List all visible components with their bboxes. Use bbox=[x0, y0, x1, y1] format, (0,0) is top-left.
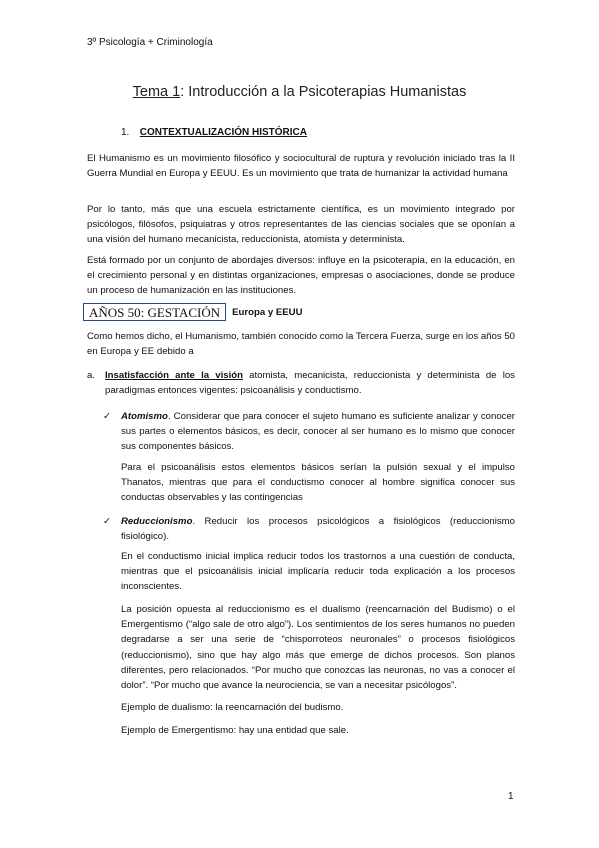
section-label: CONTEXTUALIZACIÓN HISTÓRICA bbox=[139, 127, 307, 138]
atomism-note: Para el psicoanálisis estos elementos básicos serían la pulsión sexual y el impulso Thanatos, mientras que para el conductismo conocer al hombre significa conocer sus conductas observables y las contingencias bbox=[121, 462, 515, 504]
dualism-example: Ejemplo de dualismo: la reencarnación del budismo. bbox=[121, 702, 344, 713]
era-region: Europa y EEUU bbox=[232, 307, 303, 318]
era-heading bbox=[83, 303, 303, 322]
reductionism-note-behaviorism: En el conductismo inicial implica reducir todos los trastornos a una cuestión de conducta, mientras que el psicoanálisis inicial implicaría reducir toda explicación a los procesos inconscientes. bbox=[121, 551, 515, 593]
bullet-atomism-body bbox=[121, 409, 515, 455]
bullet-reductionism-lead: Reduccionismo bbox=[121, 516, 193, 527]
list-item-a-lead: Insatisfacción ante la visión bbox=[105, 370, 243, 381]
era-boxed-label: AÑOS 50: GESTACIÓN bbox=[83, 303, 226, 321]
paragraph-approaches: Está formado por un conjunto de abordajes diversos: influye en la psicoterapia, en la educación, en el crecimiento personal y en distintas organizaciones, empresas o asociaciones, donde se produce un proceso de humanización en las instituciones. bbox=[87, 255, 515, 297]
page-number: 1 bbox=[508, 791, 514, 802]
emergentism-example: Ejemplo de Emergentismo: hay una entidad que sale. bbox=[121, 725, 349, 736]
title-text: : Introducción a la Psicoterapias Humanistas bbox=[180, 84, 467, 100]
bullet-reductionism-text: . Reducir los procesos psicológicos a fisiológicos (reduccionismo fisiológico). bbox=[121, 516, 515, 543]
bullet-reductionism-body bbox=[121, 514, 515, 544]
checkmark-icon: ✓ bbox=[103, 516, 112, 527]
bullet-atomism-lead: Atomismo bbox=[121, 411, 168, 422]
paragraph-humanism-definition: El Humanismo es un movimiento filosófico y sociocultural de ruptura y revolución iniciado tras la II Guerra Mundial en Europa y EEUU. Es un movimiento que trata de humanizar la actividad humana bbox=[87, 153, 515, 180]
paragraph-intro: Como hemos dicho, el Humanismo, también conocido como la Tercera Fuerza, surge en los años 50 en Europa y EE debido a bbox=[87, 331, 515, 358]
reductionism-note-dualism: La posición opuesta al reduccionismo es el dualismo (reencarnación del Budismo) o el Emergentismo (“algo sale de otro algo”). Los sentimientos de los seres humanos no pueden degradarse a ser una serie de “chisporroteos neuronales” o procesos fisiológicos (reduccionismo), sino que hay algo más que emerge de dichos procesos. Son planos diferentes, pero relacionados. “Por mucho que conozcas las neuronas, no vas a conocer el dolor”. “Por mucho que avance la neurociencia, se van a necesitar psicólogos”. bbox=[121, 604, 515, 692]
list-letter: a. bbox=[87, 370, 96, 381]
list-item-a-body bbox=[105, 368, 515, 398]
paragraph-movement-description: Por lo tanto, más que una escuela estrictamente científica, es un movimiento integrado por psicólogos, filósofos, psiquiatras y otros representantes de las ciencias sociales que se oponían a una visión del humano mecanicista, reduccionista, atomista y determinista. bbox=[87, 204, 515, 246]
title-topic: Tema 1 bbox=[132, 84, 181, 100]
bullet-atomism-text: . Considerar que para conocer el sujeto humano es suficiente analizar y conocer sus partes o elementos básicos, es decir, conocer al ser humano es lo mismo que conocer sus componentes básicos. bbox=[121, 411, 515, 453]
checkmark-icon: ✓ bbox=[103, 411, 112, 422]
section-heading bbox=[121, 127, 307, 138]
list-item-a-text: atomista, mecanicista, reduccionista y determinista de los paradigmas entonces vigentes: psicoanálisis y conductismo. bbox=[105, 370, 515, 397]
page-header: 3º Psicología + Criminología bbox=[87, 37, 213, 48]
page-title bbox=[0, 84, 599, 100]
section-number: 1. bbox=[121, 127, 130, 138]
